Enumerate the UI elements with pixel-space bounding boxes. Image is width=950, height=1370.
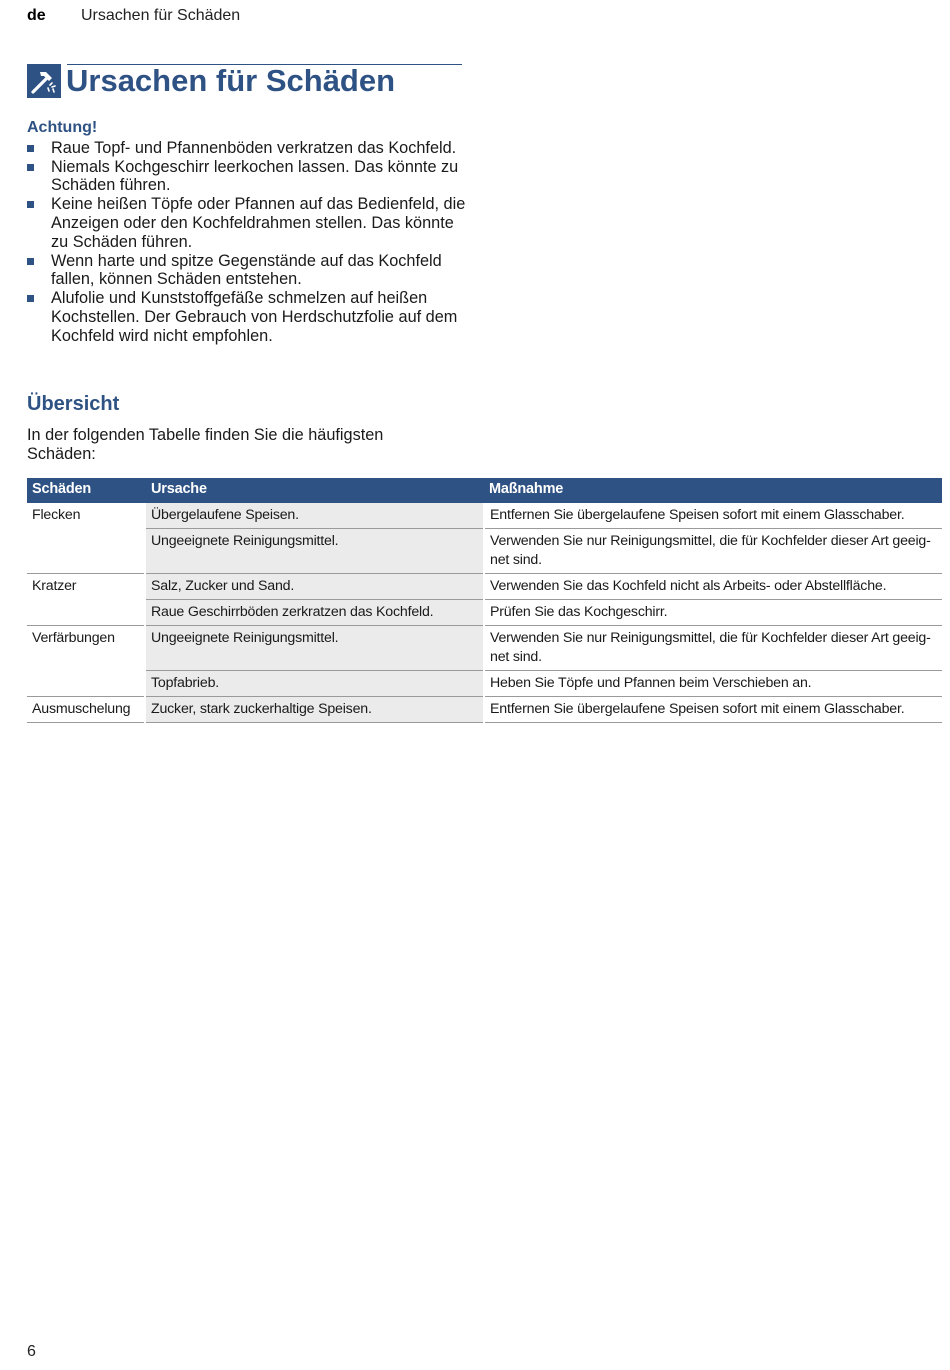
table-row <box>27 626 942 671</box>
cause-cell: Zucker, stark zuckerhaltige Speisen. <box>145 697 484 723</box>
table-row <box>27 503 942 529</box>
damage-cell: Flecken <box>32 507 81 523</box>
cause-cell: Ungeeignete Reinigungsmittel. <box>145 626 484 671</box>
running-title: Ursachen für Schäden <box>81 7 241 24</box>
damage-cell <box>27 671 145 697</box>
damage-cell: Ausmuschelung <box>27 697 145 723</box>
chapter-title: Ursachen für Schäden <box>66 63 396 98</box>
bullet-square-icon <box>27 201 34 208</box>
table-row <box>27 671 942 697</box>
cause-cell: Übergelaufene Speisen. <box>145 503 484 529</box>
list-item: Niemals Kochgeschirr leerkochen lassen. Das könnte zu Schäden führen. <box>27 158 467 196</box>
damage-cell: Kratzer <box>32 578 77 594</box>
action-cell: Verwenden Sie nur Reinigungsmittel, die für Kochfelder dieser Art geeig-net sind. <box>484 529 942 574</box>
warning-list <box>27 139 467 346</box>
action-cell: Verwenden Sie nur Reinigungsmittel, die für Kochfelder dieser Art geeig-net sind. <box>484 626 942 671</box>
cause-cell: Topfabrieb. <box>145 671 484 697</box>
action-cell: Entfernen Sie übergelaufene Speisen sofort mit einem Glasschaber. <box>484 697 942 723</box>
page-number: 6 <box>27 1343 36 1360</box>
tool-damage-icon <box>27 64 61 98</box>
action-cell: Entfernen Sie übergelaufene Speisen sofort mit einem Glasschaber. <box>484 503 942 529</box>
table-row <box>27 697 942 723</box>
damage-cell <box>27 529 145 574</box>
cause-cell: Salz, Zucker und Sand. <box>145 574 484 600</box>
table-row <box>27 529 942 574</box>
warning-box <box>27 119 467 346</box>
column-header-action: Maßnahme <box>484 478 942 503</box>
language-code: de <box>27 7 46 24</box>
list-item: Keine heißen Töpfe oder Pfannen auf das Bedienfeld, die Anzeigen oder den Kochfeldrahmen stellen. Das könnte zu Schäden führen. <box>27 195 467 251</box>
bullet-square-icon <box>27 295 34 302</box>
damage-cell: Verfärbungen <box>32 630 115 646</box>
table-header-row <box>27 478 942 503</box>
action-cell: Heben Sie Töpfe und Pfannen beim Verschieben an. <box>484 671 942 697</box>
warning-title: Achtung! <box>27 119 98 136</box>
table-row <box>27 600 942 626</box>
column-header-cause: Ursache <box>145 478 484 503</box>
bullet-square-icon <box>27 164 34 171</box>
section-title: Übersicht <box>27 393 120 415</box>
section-intro: In der folgenden Tabelle finden Sie die häufigsten Schäden: <box>27 426 384 463</box>
bullet-square-icon <box>27 145 34 152</box>
list-item: Wenn harte und spitze Gegenstände auf das Kochfeld fallen, können Schäden entstehen. <box>27 252 467 290</box>
cause-cell: Ungeeignete Reinigungsmittel. <box>145 529 484 574</box>
column-header-damage: Schäden <box>27 478 145 503</box>
damage-cell <box>27 600 145 626</box>
table-row <box>27 574 942 600</box>
list-item: Raue Topf- und Pfannenböden verkratzen das Kochfeld. <box>27 139 467 158</box>
bullet-square-icon <box>27 258 34 265</box>
list-item: Alufolie und Kunststoffgefäße schmelzen auf heißen Kochstellen. Der Gebrauch von Herdschutzfolie auf dem Kochfeld wird nicht empfohlen. <box>27 289 467 345</box>
cause-cell: Raue Geschirrböden zerkratzen das Kochfeld. <box>145 600 484 626</box>
action-cell: Prüfen Sie das Kochgeschirr. <box>484 600 942 626</box>
damage-table <box>27 478 942 723</box>
page-header <box>27 7 241 29</box>
action-cell: Verwenden Sie das Kochfeld nicht als Arbeits- oder Abstellfläche. <box>484 574 942 600</box>
